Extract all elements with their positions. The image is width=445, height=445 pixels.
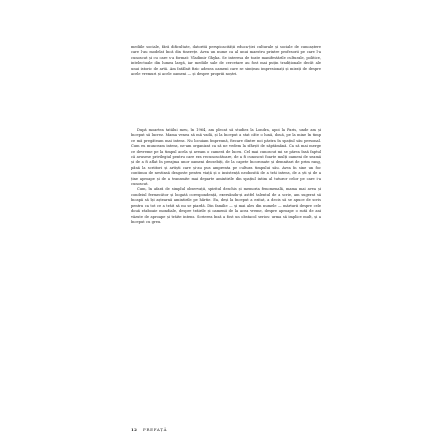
- body-paragraph-2-part-2: Cum, în afară de simplul observații, spiritul deschis și memoria fenomenală, mama mai avea și condeiul fermecător și bogată corespondență, exersându-și astfel talentul de a scrie, am sugerat să încapă să își aștearnă amintirile pe hârtie. Ea, deși la început a ezitat, a decis să se apuce de scris pentru ca tot ce a trăit să nu se piardă. Din familie — și mai ales din numele — mărturii despre cele două războaie mondiale, despre trăirile și oamenii de la acea vreme, despre aproape o sută de ani văzute de aproape și trăite intens. Scrierea însă a fost un obstacol serios: urma să implice mult, și a început cu greu.: [131, 187, 321, 224]
- body-paragraph-1: mediile sociale, fără dificultate, datorită perspicacității educa-ției culturale și sociale de cunoaștere care l-au modelat încă din tinerețe. Avea un nume ca al unui maestru printre profesorii pe care l-a cunoscut și cu care s-a format: Vladimir Ghyka. Se interesa de toate manifestările culturale, politice, intelectuale din lumea largă, iar mediile sale de cercetare au fost mai puțin tradiționale decât ale unui istoric de artă. Am întâlnit fizic adesea oameni care se simțeau impresionați și mirați de despre acele vremuri și acele oameni — și despre propriii noștri.: [131, 45, 321, 77]
- page-footer: [131, 427, 167, 432]
- page-number: 12: [131, 427, 138, 432]
- running-head: PREFAȚĂ: [143, 427, 168, 432]
- body-paragraph-2-part-1: După moartea tatălui meu, în 1964, am plecat să studiez la Londra, apoi la Paris, unde am și început să lucrez. Mama venea să mă vadă, și la început a stat câte o lună, două, pe la mine în timp ce mă pregăteam mai intens. Nu locuiam împreună, fiecare dintre noi păstra în spațiul său personal. Cum eu munceam intens, ne-am organizat ca să ne vedem la sfârșit de săptămână. Ca să mai merge ce devreme pe la timpul acela și aveam o cameră de lucru. Cel mai cunoscut mi se părea însă faptul că avusese privilegiul pentru care era recunoscătoare, de a fi cunoscut foarte mulți oameni de seamă și de a fi aflat în preajma unor oameni deosebiți, de la capete încoronate și demnitari de prim rang, până la scriitori și artiști care și-au pus amprenta pe cultura timpului său. Avea în sine un foc continuu de nestinsă dragoste pentru viață și o insistență neobosită de a trăi intens, de a ști și de a ține aproape și de a transmite mai departe amintirile din spațiul intim al tuturor celor pe care i-a cunoscut.: [131, 128, 321, 187]
- body-paragraph-2: [131, 128, 321, 400]
